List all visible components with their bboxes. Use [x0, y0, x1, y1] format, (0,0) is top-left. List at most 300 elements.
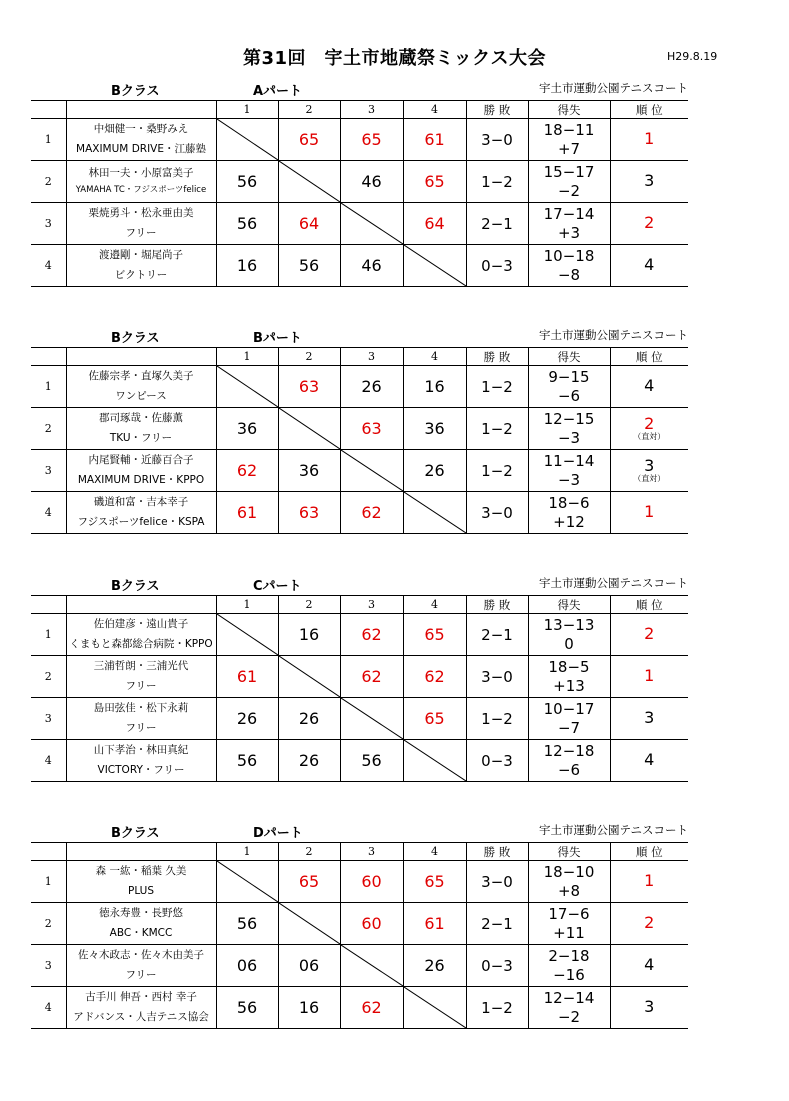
team-names: ビクトリー [114, 268, 168, 281]
pair-cell [66, 366, 216, 408]
player-names: 古手川 伸吾・西村 幸子 [85, 991, 197, 1004]
match-score: 63 [340, 408, 403, 450]
games-diff [528, 945, 610, 987]
header-cell-blank [66, 843, 216, 861]
diagonal-cell [278, 161, 340, 203]
rank [610, 161, 688, 203]
match-score: 65 [278, 861, 340, 903]
rank-value: 2 [644, 913, 655, 933]
header-cell: 3 [340, 843, 403, 861]
match-score: 46 [340, 245, 403, 287]
team-names: くまもと森都総合病院・KPPO [69, 637, 213, 650]
win-loss: 0−3 [466, 945, 528, 987]
pair-cell [66, 903, 216, 945]
rank [610, 987, 688, 1029]
match-score: 62 [340, 987, 403, 1029]
league-block [31, 327, 688, 534]
win-loss: 1−2 [466, 366, 528, 408]
class-label: Bクラス [111, 826, 160, 841]
rank-value: 4 [644, 955, 655, 975]
match-score: 16 [403, 366, 466, 408]
venue-label: 宇土市運動公園テニスコート [538, 328, 688, 342]
games-ratio: 12−15 [543, 409, 595, 428]
rank [610, 861, 688, 903]
win-loss: 3−0 [466, 492, 528, 534]
games-ratio: 13−13 [543, 615, 595, 634]
games-ratio: 12−18 [543, 741, 595, 760]
games-ratio: 17−6 [548, 904, 590, 923]
team-names: ワンピース [115, 389, 167, 402]
match-score: 61 [403, 119, 466, 161]
match-score: 56 [216, 903, 278, 945]
rank [610, 698, 688, 740]
match-score: 46 [340, 161, 403, 203]
match-score: 65 [403, 861, 466, 903]
pair-cell [66, 656, 216, 698]
win-loss: 0−3 [466, 245, 528, 287]
table-row [31, 203, 688, 245]
header-cell: 2 [278, 101, 340, 119]
entry-number: 4 [31, 245, 66, 287]
pair-cell [66, 450, 216, 492]
games-ratio: 17−14 [543, 204, 595, 223]
games-ratio: 9−15 [548, 367, 590, 386]
diagonal-cell [340, 945, 403, 987]
team-names: フリー [125, 226, 157, 239]
games-diff [528, 492, 610, 534]
table-row [31, 119, 688, 161]
rank [610, 119, 688, 161]
win-loss: 3−0 [466, 656, 528, 698]
team-names: YAMAHA TC・フジスポーツfelice [75, 185, 207, 196]
match-score: 26 [340, 366, 403, 408]
player-names: 佐藤宗孝・直塚久美子 [88, 370, 194, 383]
match-score: 26 [278, 740, 340, 782]
table-row [31, 450, 688, 492]
rank-value: 2 [644, 413, 655, 433]
team-names: フリー [125, 679, 157, 692]
diagonal-cell [340, 698, 403, 740]
block-header [31, 575, 688, 595]
diagonal-cell [403, 987, 466, 1029]
header-cell: 3 [340, 596, 403, 614]
entry-number: 1 [31, 366, 66, 408]
venue-label: 宇土市運動公園テニスコート [538, 823, 688, 837]
match-score: 56 [340, 740, 403, 782]
games-ratio: 18−11 [543, 120, 595, 139]
part-label: Dパート [253, 826, 303, 841]
diagonal-cell [403, 245, 466, 287]
venue-label: 宇土市運動公園テニスコート [538, 576, 688, 590]
games-diff [528, 245, 610, 287]
team-names: TKU・フリー [109, 431, 173, 444]
standings-table [31, 100, 688, 287]
player-names: 林田一夫・小原富美子 [88, 166, 194, 179]
entry-number: 3 [31, 945, 66, 987]
rank [610, 614, 688, 656]
table-row [31, 987, 688, 1029]
table-row [31, 740, 688, 782]
pair-cell [66, 408, 216, 450]
match-score: 62 [340, 614, 403, 656]
table-row [31, 945, 688, 987]
games-balance: −2 [557, 1007, 581, 1026]
games-balance: −6 [557, 760, 581, 779]
diagonal-cell [340, 203, 403, 245]
header-cell: 順 位 [610, 843, 688, 861]
pair-cell [66, 740, 216, 782]
team-names: VICTORY・フリー [97, 763, 185, 776]
match-score: 16 [278, 987, 340, 1029]
team-names: フリー [125, 721, 157, 734]
entry-number: 2 [31, 656, 66, 698]
match-score: 65 [403, 614, 466, 656]
match-score: 63 [278, 366, 340, 408]
pair-cell [66, 119, 216, 161]
part-label: Cパート [253, 579, 302, 594]
player-names: 佐伯建彦・遠山貴子 [93, 618, 189, 631]
win-loss: 2−1 [466, 203, 528, 245]
rank [610, 408, 688, 450]
games-balance: 0 [564, 634, 574, 653]
table-row [31, 903, 688, 945]
team-names: MAXIMUM DRIVE・江藤塾 [76, 142, 206, 155]
games-ratio: 18−5 [548, 657, 590, 676]
header-cell: 2 [278, 596, 340, 614]
games-diff [528, 203, 610, 245]
games-ratio: 18−6 [548, 493, 590, 512]
pair-cell [66, 245, 216, 287]
rank-value: 3 [644, 708, 655, 728]
games-diff [528, 903, 610, 945]
header-cell: 得失 [528, 843, 610, 861]
win-loss: 1−2 [466, 408, 528, 450]
win-loss: 2−1 [466, 903, 528, 945]
table-row [31, 492, 688, 534]
venue-label: 宇土市運動公園テニスコート [538, 81, 688, 95]
match-score: 26 [278, 698, 340, 740]
win-loss: 1−2 [466, 450, 528, 492]
games-diff [528, 861, 610, 903]
entry-number: 1 [31, 119, 66, 161]
entry-number: 2 [31, 903, 66, 945]
rank [610, 945, 688, 987]
rank-value: 2 [644, 624, 655, 644]
table-row [31, 861, 688, 903]
match-score: 64 [278, 203, 340, 245]
games-ratio: 18−10 [543, 862, 595, 881]
match-score: 36 [216, 408, 278, 450]
rank [610, 450, 688, 492]
match-score: 61 [403, 903, 466, 945]
pair-cell [66, 945, 216, 987]
part-label: Aパート [253, 84, 303, 99]
header-cell: 順 位 [610, 348, 688, 366]
match-score: 65 [403, 161, 466, 203]
rank [610, 203, 688, 245]
match-score: 60 [340, 903, 403, 945]
games-diff [528, 450, 610, 492]
class-label: Bクラス [111, 579, 160, 594]
win-loss: 3−0 [466, 861, 528, 903]
event-date: H29.8.19 [667, 50, 718, 63]
games-balance: −7 [557, 718, 581, 737]
table-row [31, 408, 688, 450]
header-cell: 4 [403, 596, 466, 614]
diagonal-cell [403, 740, 466, 782]
player-names: 徳永寿豊・長野悠 [99, 907, 183, 920]
games-balance: −3 [557, 428, 581, 447]
games-ratio: 10−17 [543, 699, 595, 718]
table-row [31, 161, 688, 203]
games-balance: −16 [553, 965, 585, 984]
entry-number: 1 [31, 614, 66, 656]
header-cell: 勝 敗 [466, 596, 528, 614]
diagonal-cell [216, 366, 278, 408]
match-score: 60 [340, 861, 403, 903]
table-row [31, 698, 688, 740]
header-cell: 得失 [528, 101, 610, 119]
header-cell: 2 [278, 843, 340, 861]
block-header [31, 80, 688, 100]
entry-number: 4 [31, 740, 66, 782]
games-balance: +8 [557, 881, 581, 900]
team-names: フリー [125, 968, 157, 981]
header-cell: 勝 敗 [466, 843, 528, 861]
pair-cell [66, 987, 216, 1029]
player-names: 山下孝治・林田真紀 [93, 744, 189, 757]
team-names: ABC・KMCC [109, 926, 173, 939]
rank-value: 3 [644, 171, 655, 191]
win-loss: 2−1 [466, 614, 528, 656]
class-label: Bクラス [111, 84, 160, 99]
games-balance: −2 [557, 181, 581, 200]
match-score: 26 [403, 945, 466, 987]
part-label: Bパート [253, 331, 302, 346]
table-row [31, 245, 688, 287]
match-score: 62 [340, 492, 403, 534]
entry-number: 4 [31, 987, 66, 1029]
pair-cell [66, 614, 216, 656]
diagonal-cell [403, 492, 466, 534]
rank-note: （直対） [633, 473, 666, 483]
diagonal-cell [216, 119, 278, 161]
page-title: 第31回 宇土市地蔵祭ミックス大会 [242, 48, 546, 69]
rank [610, 366, 688, 408]
win-loss: 3−0 [466, 119, 528, 161]
win-loss: 1−2 [466, 698, 528, 740]
header-cell: 1 [216, 101, 278, 119]
team-names: PLUS [127, 884, 154, 897]
header-cell-blank [31, 348, 66, 366]
match-score: 62 [216, 450, 278, 492]
match-score: 61 [216, 656, 278, 698]
header-cell: 得失 [528, 596, 610, 614]
header-cell: 得失 [528, 348, 610, 366]
header-cell: 勝 敗 [466, 101, 528, 119]
header-cell: 3 [340, 348, 403, 366]
games-ratio: 10−18 [543, 246, 595, 265]
header-cell-blank [66, 348, 216, 366]
match-score: 65 [403, 698, 466, 740]
rank-value: 4 [644, 750, 655, 770]
match-score: 65 [278, 119, 340, 161]
league-block [31, 575, 688, 782]
header-cell: 1 [216, 348, 278, 366]
games-balance: +3 [557, 223, 581, 242]
match-score: 06 [278, 945, 340, 987]
games-diff [528, 698, 610, 740]
rank [610, 903, 688, 945]
diagonal-cell [278, 903, 340, 945]
player-names: 磯道和富・吉本幸子 [93, 496, 189, 509]
league-block [31, 80, 688, 287]
entry-number: 3 [31, 450, 66, 492]
entry-number: 2 [31, 161, 66, 203]
match-score: 56 [216, 161, 278, 203]
header-cell: 1 [216, 843, 278, 861]
games-balance: +11 [553, 923, 585, 942]
header-cell: 4 [403, 348, 466, 366]
match-score: 06 [216, 945, 278, 987]
class-label: Bクラス [111, 331, 160, 346]
rank-note: （直対） [633, 431, 666, 441]
rank-value: 3 [644, 997, 655, 1017]
games-balance: +13 [553, 676, 585, 695]
rank [610, 656, 688, 698]
pair-cell [66, 161, 216, 203]
games-balance: +12 [553, 512, 585, 531]
rank-value: 4 [644, 376, 655, 396]
pair-cell [66, 698, 216, 740]
header-cell-blank [31, 101, 66, 119]
rank-value: 2 [644, 213, 655, 233]
match-score: 63 [278, 492, 340, 534]
games-diff [528, 408, 610, 450]
table-row [31, 656, 688, 698]
rank-value: 3 [644, 455, 655, 475]
diagonal-cell [216, 861, 278, 903]
match-score: 65 [340, 119, 403, 161]
header-row [31, 348, 688, 366]
games-ratio: 12−14 [543, 988, 595, 1007]
win-loss: 0−3 [466, 740, 528, 782]
entry-number: 3 [31, 203, 66, 245]
player-names: 渡邉剛・堀尾尚子 [99, 249, 183, 262]
rank-value: 1 [644, 871, 655, 891]
header-row [31, 596, 688, 614]
header-cell-blank [66, 101, 216, 119]
header-cell: 2 [278, 348, 340, 366]
rank [610, 245, 688, 287]
table-row [31, 366, 688, 408]
match-score: 56 [216, 203, 278, 245]
player-names: 郡司琢哉・佐藤薫 [99, 412, 183, 425]
rank-value: 1 [644, 502, 655, 522]
header-cell: 順 位 [610, 596, 688, 614]
match-score: 56 [216, 987, 278, 1029]
entry-number: 1 [31, 861, 66, 903]
games-balance: −8 [557, 265, 581, 284]
match-score: 36 [403, 408, 466, 450]
games-balance: +7 [557, 139, 581, 158]
header-cell: 勝 敗 [466, 348, 528, 366]
match-score: 36 [278, 450, 340, 492]
win-loss: 1−2 [466, 161, 528, 203]
match-score: 56 [278, 245, 340, 287]
entry-number: 4 [31, 492, 66, 534]
entry-number: 2 [31, 408, 66, 450]
rank [610, 492, 688, 534]
player-names: 栗焼勇斗・松永亜由美 [88, 207, 194, 220]
diagonal-cell [278, 408, 340, 450]
win-loss: 1−2 [466, 987, 528, 1029]
team-names: MAXIMUM DRIVE・KPPO [77, 473, 205, 486]
match-score: 64 [403, 203, 466, 245]
rank-value: 1 [644, 129, 655, 149]
games-diff [528, 987, 610, 1029]
team-names: フジスポーツfelice・KSPA [77, 515, 205, 528]
match-score: 26 [216, 698, 278, 740]
league-block [31, 822, 688, 1029]
player-names: 中畑健一・桑野みえ [93, 123, 189, 136]
entry-number: 3 [31, 698, 66, 740]
standings-table [31, 347, 688, 534]
header-cell: 順 位 [610, 101, 688, 119]
diagonal-cell [216, 614, 278, 656]
games-ratio: 15−17 [543, 162, 595, 181]
rank [610, 740, 688, 782]
header-cell-blank [66, 596, 216, 614]
standings-table [31, 595, 688, 782]
games-ratio: 2−18 [548, 946, 590, 965]
match-score: 16 [278, 614, 340, 656]
match-score: 62 [340, 656, 403, 698]
diagonal-cell [340, 450, 403, 492]
player-names: 佐々木政志・佐々木由美子 [78, 949, 204, 962]
pair-cell [66, 203, 216, 245]
player-names: 三浦哲朗・三浦光代 [93, 660, 189, 673]
games-diff [528, 614, 610, 656]
header-cell: 3 [340, 101, 403, 119]
diagonal-cell [278, 656, 340, 698]
header-cell-blank [31, 843, 66, 861]
games-diff [528, 656, 610, 698]
games-balance: −6 [557, 386, 581, 405]
block-header [31, 327, 688, 347]
block-header [31, 822, 688, 842]
games-diff [528, 740, 610, 782]
games-diff [528, 161, 610, 203]
standings-table [31, 842, 688, 1029]
match-score: 56 [216, 740, 278, 782]
header-cell: 1 [216, 596, 278, 614]
match-score: 61 [216, 492, 278, 534]
games-ratio: 11−14 [543, 451, 595, 470]
header-cell: 4 [403, 101, 466, 119]
rank-value: 1 [644, 666, 655, 686]
header-row [31, 843, 688, 861]
pair-cell [66, 492, 216, 534]
games-diff [528, 119, 610, 161]
header-cell: 4 [403, 843, 466, 861]
games-balance: −3 [557, 470, 581, 489]
player-names: 森 一紘・稲葉 久美 [95, 865, 187, 878]
header-cell-blank [31, 596, 66, 614]
games-diff [528, 366, 610, 408]
rank-value: 4 [644, 255, 655, 275]
pair-cell [66, 861, 216, 903]
